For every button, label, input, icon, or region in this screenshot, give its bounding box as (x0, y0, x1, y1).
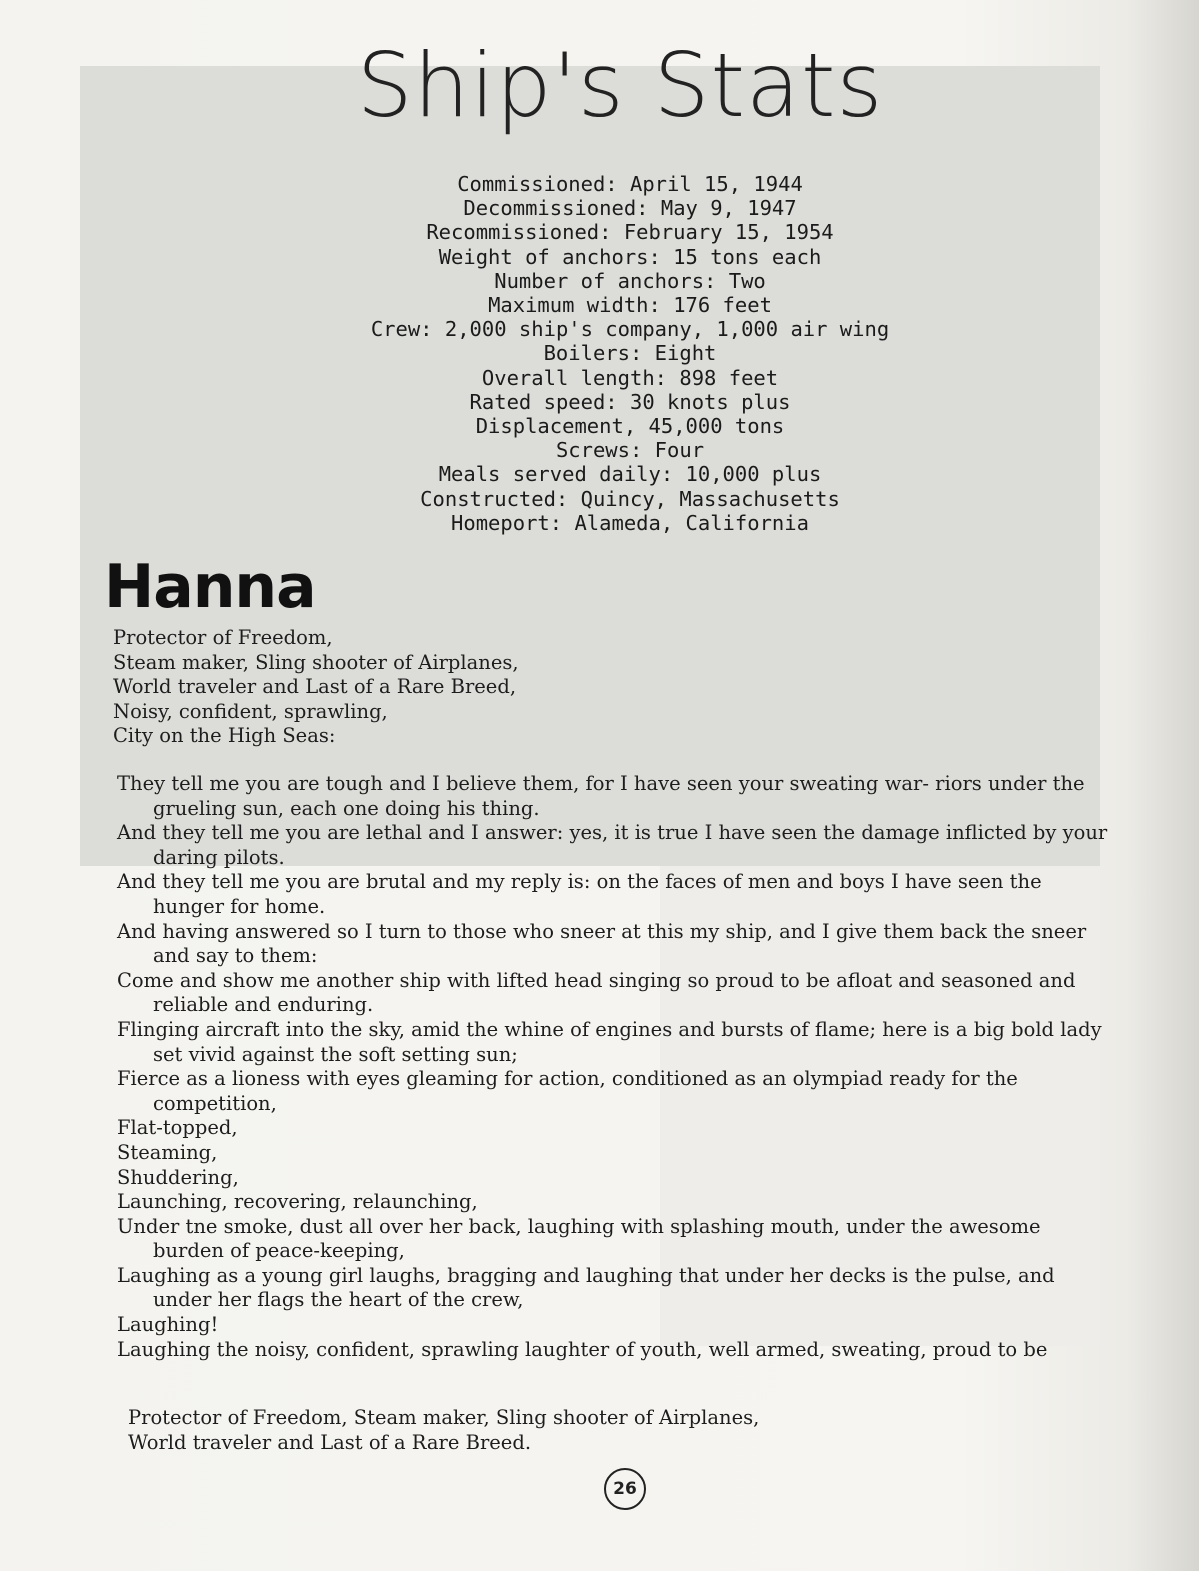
poem-line: Steaming, (117, 1140, 218, 1164)
closing-line: Protector of Freedom, Steam maker, Sling shooter of Airplanes, (128, 1406, 760, 1429)
stat-max-width: Maximum width: 176 feet (488, 293, 772, 318)
stat-meals: Meals served daily: 10,000 plus (438, 462, 822, 487)
poem-line: Fierce as a lioness with eyes gleaming for action, conditioned as an olympiad ready for the competition, (117, 1067, 1018, 1115)
poem-line: And having answered so I turn to those who sneer at this my ship, and I give them back the sneer and say to them: (117, 919, 1087, 968)
stat-crew: Crew: 2,000 ship's company, 1,000 air wing (370, 317, 890, 342)
poem-line: Laughing! (117, 1313, 219, 1337)
stat-boilers: Boilers: Eight (543, 341, 717, 366)
stat-constructed: Constructed: Quincy, Massachusetts (420, 486, 840, 511)
poem-line: Laughing the noisy, confident, sprawling laughter of youth, well armed, sweating, proud to be (117, 1337, 1048, 1361)
invocation-line: City on the High Seas: (113, 724, 336, 748)
ship-stats-list (260, 172, 1000, 535)
poem-line: Under tne smoke, dust all over her back, laughing with splashing mouth, under the awesome burden of peace-keeping, (117, 1214, 1041, 1263)
page-title: Ship's Stats (356, 34, 884, 137)
poem-line: And they tell me you are brutal and my reply is: on the faces of men and boys I have seen the hunger for home. (117, 870, 1042, 918)
stat-anchor-count: Number of anchors: Two (494, 268, 766, 293)
stat-displacement: Displacement, 45,000 tons (475, 414, 785, 439)
stat-anchor-weight: Weight of anchors: 15 tons each (438, 244, 822, 269)
poem-line: Flat-topped, (117, 1116, 238, 1140)
page-number: 26 (604, 1468, 646, 1510)
stat-homeport: Homeport: Alameda, California (451, 510, 809, 535)
poem-line: Launching, recovering, relaunching, (117, 1190, 478, 1214)
poem-line: Flinging aircraft into the sky, amid the whine of engines and bursts of flame; here is a big bold lady set vivid against the soft setting sun; (117, 1017, 1102, 1066)
poem-closing (128, 1405, 759, 1455)
poem-line: And they tell me you are lethal and I answer: yes, it is true I have seen the damage inflicted by your daring pilots. (117, 821, 1108, 869)
stat-length: Overall length: 898 feet (481, 365, 779, 390)
stat-screws: Screws: Four (555, 438, 705, 463)
closing-line: World traveler and Last of a Rare Breed. (128, 1431, 532, 1454)
poem-line: Come and show me another ship with lifted head singing so proud to be afloat and seasoned and reliable and enduring. (117, 968, 1076, 1017)
poem-invocation (113, 626, 519, 749)
poem-line: They tell me you are tough and I believe them, for I have seen your sweating war- riors under the grueling sun, each one doing his thing. (117, 772, 1085, 820)
poem-line: Laughing as a young girl laughs, bragging and laughing that under her decks is the pulse, and under her flags the heart of the crew, (117, 1263, 1055, 1312)
invocation-line: Noisy, confident, sprawling, (113, 699, 388, 723)
stat-decommissioned: Decommissioned: May 9, 1947 (463, 196, 797, 221)
poem-body (117, 772, 1117, 1362)
invocation-line: Steam maker, Sling shooter of Airplanes, (113, 650, 519, 674)
invocation-line: Protector of Freedom, (113, 626, 333, 649)
poem-line: Shuddering, (117, 1165, 239, 1189)
invocation-line: World traveler and Last of a Rare Breed, (113, 675, 517, 699)
stat-recommissioned: Recommissioned: February 15, 1954 (426, 220, 834, 245)
poem-title: Hanna (104, 552, 316, 622)
stat-speed: Rated speed: 30 knots plus (469, 389, 791, 414)
stat-commissioned: Commissioned: April 15, 1944 (457, 172, 803, 196)
